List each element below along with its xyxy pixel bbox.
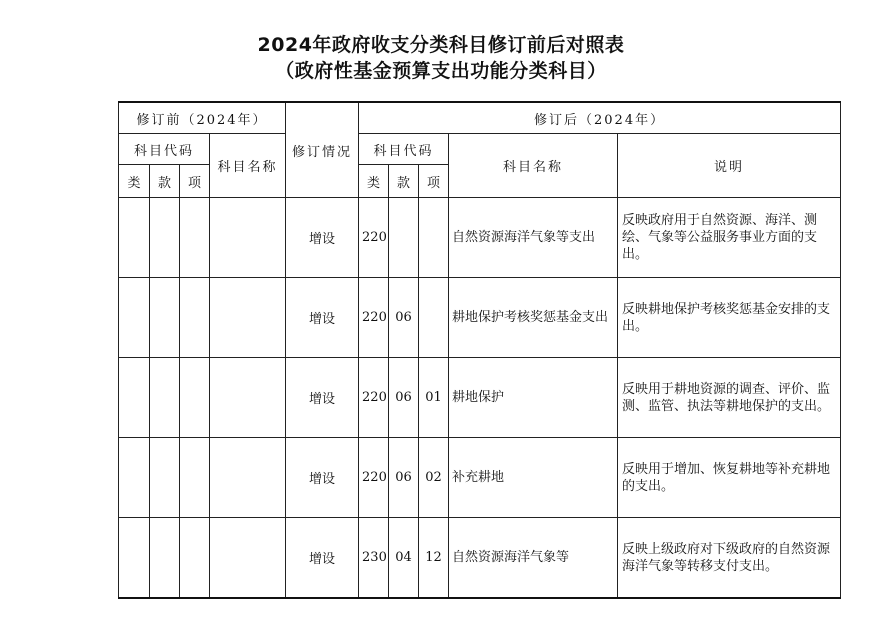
name-cell: 补充耕地 (449, 438, 618, 518)
lei-cell: 220 (359, 198, 389, 278)
header-after-kuan: 款 (389, 165, 419, 198)
revision-cell: 增设 (286, 358, 359, 438)
name-cell: 自然资源海洋气象等支出 (449, 198, 618, 278)
kuan-cell: 06 (389, 278, 419, 358)
kuan-cell: 06 (389, 438, 419, 518)
xiang-cell (419, 198, 449, 278)
xiang-cell: 02 (419, 438, 449, 518)
note-cell: 反映用于耕地资源的调查、评价、监测、监管、执法等耕地保护的支出。 (618, 358, 841, 438)
header-before-name: 科目名称 (210, 134, 286, 198)
comparison-table (118, 101, 841, 599)
name-cell: 耕地保护考核奖惩基金支出 (449, 278, 618, 358)
kuan-cell: 04 (389, 518, 419, 599)
header-before-xiang: 项 (180, 165, 210, 198)
note-cell: 反映政府用于自然资源、海洋、测绘、气象等公益服务事业方面的支出。 (618, 198, 841, 278)
table-row (119, 358, 841, 438)
kuan-cell: 06 (389, 358, 419, 438)
page-title: 2024年政府收支分类科目修订前后对照表 (257, 34, 625, 56)
header-before-code: 科目代码 (119, 134, 210, 165)
header-revision: 修订情况 (286, 102, 359, 198)
revision-cell: 增设 (286, 278, 359, 358)
name-cell: 自然资源海洋气象等 (449, 518, 618, 599)
note-cell: 反映耕地保护考核奖惩基金安排的支出。 (618, 278, 841, 358)
note-cell: 反映用于增加、恢复耕地等补充耕地的支出。 (618, 438, 841, 518)
lei-cell: 220 (359, 278, 389, 358)
header-after: 修订后（2024年） (359, 102, 841, 134)
lei-cell: 220 (359, 438, 389, 518)
lei-cell: 230 (359, 518, 389, 599)
table-row (119, 438, 841, 518)
header-before-kuan: 款 (150, 165, 180, 198)
header-before: 修订前（2024年） (119, 102, 286, 134)
xiang-cell: 01 (419, 358, 449, 438)
revision-cell: 增设 (286, 518, 359, 599)
page-subtitle: （政府性基金预算支出功能分类科目） (275, 60, 607, 82)
lei-cell: 220 (359, 358, 389, 438)
header-after-lei: 类 (359, 165, 389, 198)
table-row (119, 198, 841, 278)
table-row (119, 518, 841, 599)
header-after-xiang: 项 (419, 165, 449, 198)
header-before-lei: 类 (119, 165, 150, 198)
kuan-cell (389, 198, 419, 278)
note-cell: 反映上级政府对下级政府的自然资源海洋气象等转移支付支出。 (618, 518, 841, 599)
revision-cell: 增设 (286, 198, 359, 278)
header-note: 说明 (618, 134, 841, 198)
xiang-cell: 12 (419, 518, 449, 599)
header-after-code: 科目代码 (359, 134, 449, 165)
xiang-cell (419, 278, 449, 358)
revision-cell: 增设 (286, 438, 359, 518)
name-cell: 耕地保护 (449, 358, 618, 438)
header-after-name: 科目名称 (449, 134, 618, 198)
table-row (119, 278, 841, 358)
